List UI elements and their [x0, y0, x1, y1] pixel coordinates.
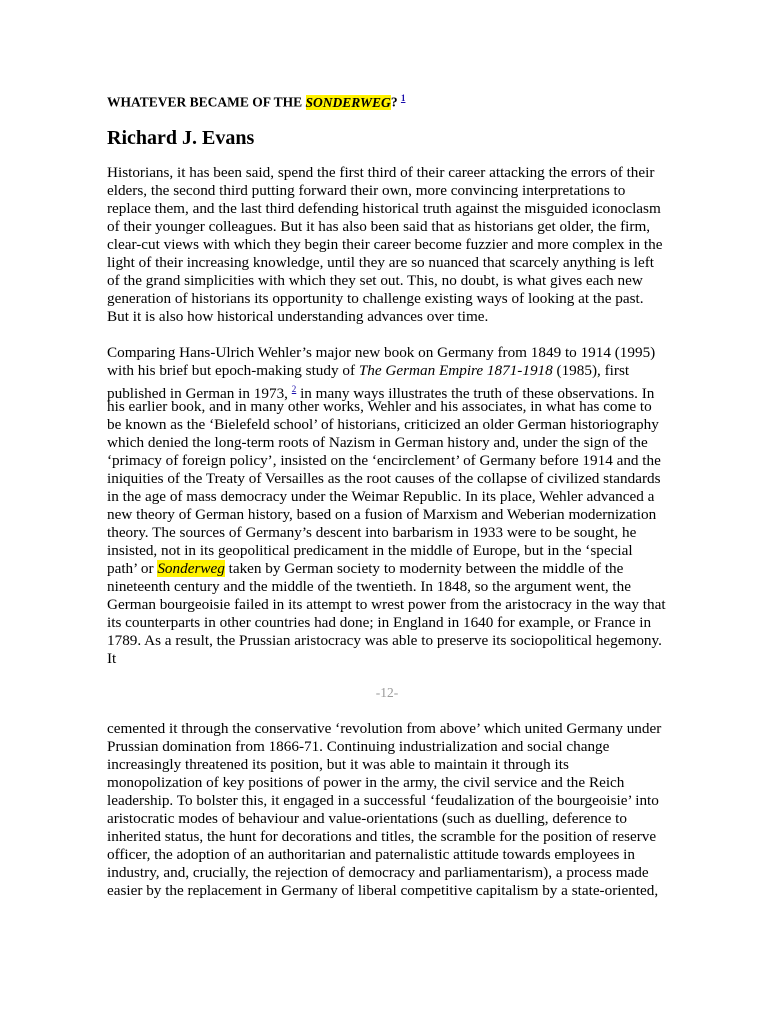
page-number: -12-: [375, 685, 399, 700]
text-line: Historians, it has been said, spend the first third of their career attacking the errors of their: [107, 164, 655, 181]
paragraph-3: [107, 720, 667, 900]
paragraph-2: [107, 344, 667, 668]
text-line: German bourgeoisie failed in its attempt to wrest power from the aristocracy in the way that: [107, 596, 666, 613]
article-title: [107, 89, 667, 112]
text-line: aristocratic modes of behaviour and value-orientations (such as duelling, deference to: [107, 810, 627, 827]
book-title-italic: The German Empire 1871-1918: [358, 362, 553, 379]
text-segment: in many ways illustrates the truth of these observations. In: [296, 385, 655, 403]
text-line: officer, the adoption of an authoritarian and paternalistic attitude towards employees in: [107, 846, 635, 863]
text-line: monopolization of key positions of power in the army, the civil service and the Reich: [107, 774, 625, 791]
title-sonderweg-highlight: SONDERWEG: [305, 94, 391, 110]
text-line: its counterparts in other countries had done; in England in 1640 for example, or France in: [107, 614, 652, 631]
text-segment: taken by German society to modernity between the middle of the: [224, 560, 624, 577]
text-line: replace them, and the last third defending historical truth against the misguided iconoclasm: [107, 200, 661, 217]
text-line: But it is also how historical understanding advances over time.: [107, 308, 489, 325]
paragraph-1: [107, 164, 667, 326]
text-line: be known as the ‘Bielefeld school’ of historians, criticized an older German historiography: [107, 416, 659, 433]
text-line: increasingly threatened its position, but it was able to maintain it through its: [107, 756, 569, 773]
footnote-link-2[interactable]: 2: [291, 384, 297, 394]
text-line: inherited status, the hunt for decorations and titles, the scramble for the position of reserve: [107, 828, 657, 845]
text-line: of their younger colleagues. But it has also been said that as historians get older, the firm,: [107, 218, 651, 235]
text-line: industry, and, crucially, the rejection of democracy and parliamentarism), a process made: [107, 864, 649, 881]
title-suffix: ?: [390, 94, 401, 110]
text-line: ‘primacy of foreign policy’, insisted on the ‘encirclement’ of Germany before 1914 and the: [107, 452, 661, 469]
text-line: cemented it through the conservative ‘revolution from above’ which united Germany under: [107, 720, 662, 737]
author-name: Richard J. Evans: [107, 127, 255, 149]
text-line: of the grand simplicities with which they set out. This, no doubt, is what gives each new: [107, 272, 643, 289]
text-line: nineteenth century and the middle of the twentieth. In 1848, so the argument went, the: [107, 578, 631, 595]
text-line: new theory of German history, based on a fusion of Marxism and Weberian modernization: [107, 506, 657, 523]
text-line: elders, the second third putting forward their own, more convincing interpretations to: [107, 182, 626, 199]
text-line: [107, 380, 667, 403]
title-prefix: WHATEVER BECAME OF THE: [107, 94, 306, 110]
text-line: easier by the replacement in Germany of liberal competitive capitalism by a state-oriented,: [107, 882, 659, 899]
text-line: insisted, not in its geopolitical predicament in the middle of Europe, but in the ‘special: [107, 542, 633, 559]
text-line: light of their increasing knowledge, until they are so nuanced that scarcely anything is left: [107, 254, 655, 271]
text-line: clear-cut views with which they begin their career become fuzzier and more complex in the: [107, 236, 663, 253]
text-segment: with his brief but epoch-making study of: [107, 362, 359, 379]
text-segment: (1985), first: [552, 362, 630, 379]
sonderweg-highlight: Sonderweg: [157, 560, 225, 577]
text-segment: published in German in 1973,: [107, 385, 292, 403]
text-line: 1789. As a result, the Prussian aristocracy was able to preserve its sociopolitical hegemony.: [107, 632, 662, 649]
text-line: in the age of mass democracy under the Weimar Republic. In its place, Wehler advanced a: [107, 488, 655, 505]
text-line: which denied the long-term roots of Nazism in German history and, under the sign of the: [107, 434, 648, 451]
text-line: iniquities of the Treaty of Versailles as the root causes of the collapse of civilized standards: [107, 470, 661, 487]
text-line: Comparing Hans-Ulrich Wehler’s major new book on Germany from 1849 to 1914 (1995): [107, 344, 656, 361]
text-line: [107, 560, 667, 578]
text-line: Prussian domination from 1866-71. Continuing industrialization and social change: [107, 738, 610, 755]
text-line: It: [107, 650, 117, 667]
footnote-link-1[interactable]: 1: [400, 93, 406, 103]
text-line: leadership. To bolster this, it engaged in a successful ‘feudalization of the bourgeoisie’ into: [107, 792, 659, 809]
text-line: theory. The sources of Germany’s descent into barbarism in 1933 were to be sought, he: [107, 524, 637, 541]
text-line: generation of historians its opportunity to challenge existing ways of looking at the past.: [107, 290, 644, 307]
text-line: [107, 362, 667, 380]
text-line: his earlier book, and in many other works, Wehler and his associates, in what has come to: [107, 398, 652, 415]
text-segment: path’ or: [107, 560, 158, 577]
